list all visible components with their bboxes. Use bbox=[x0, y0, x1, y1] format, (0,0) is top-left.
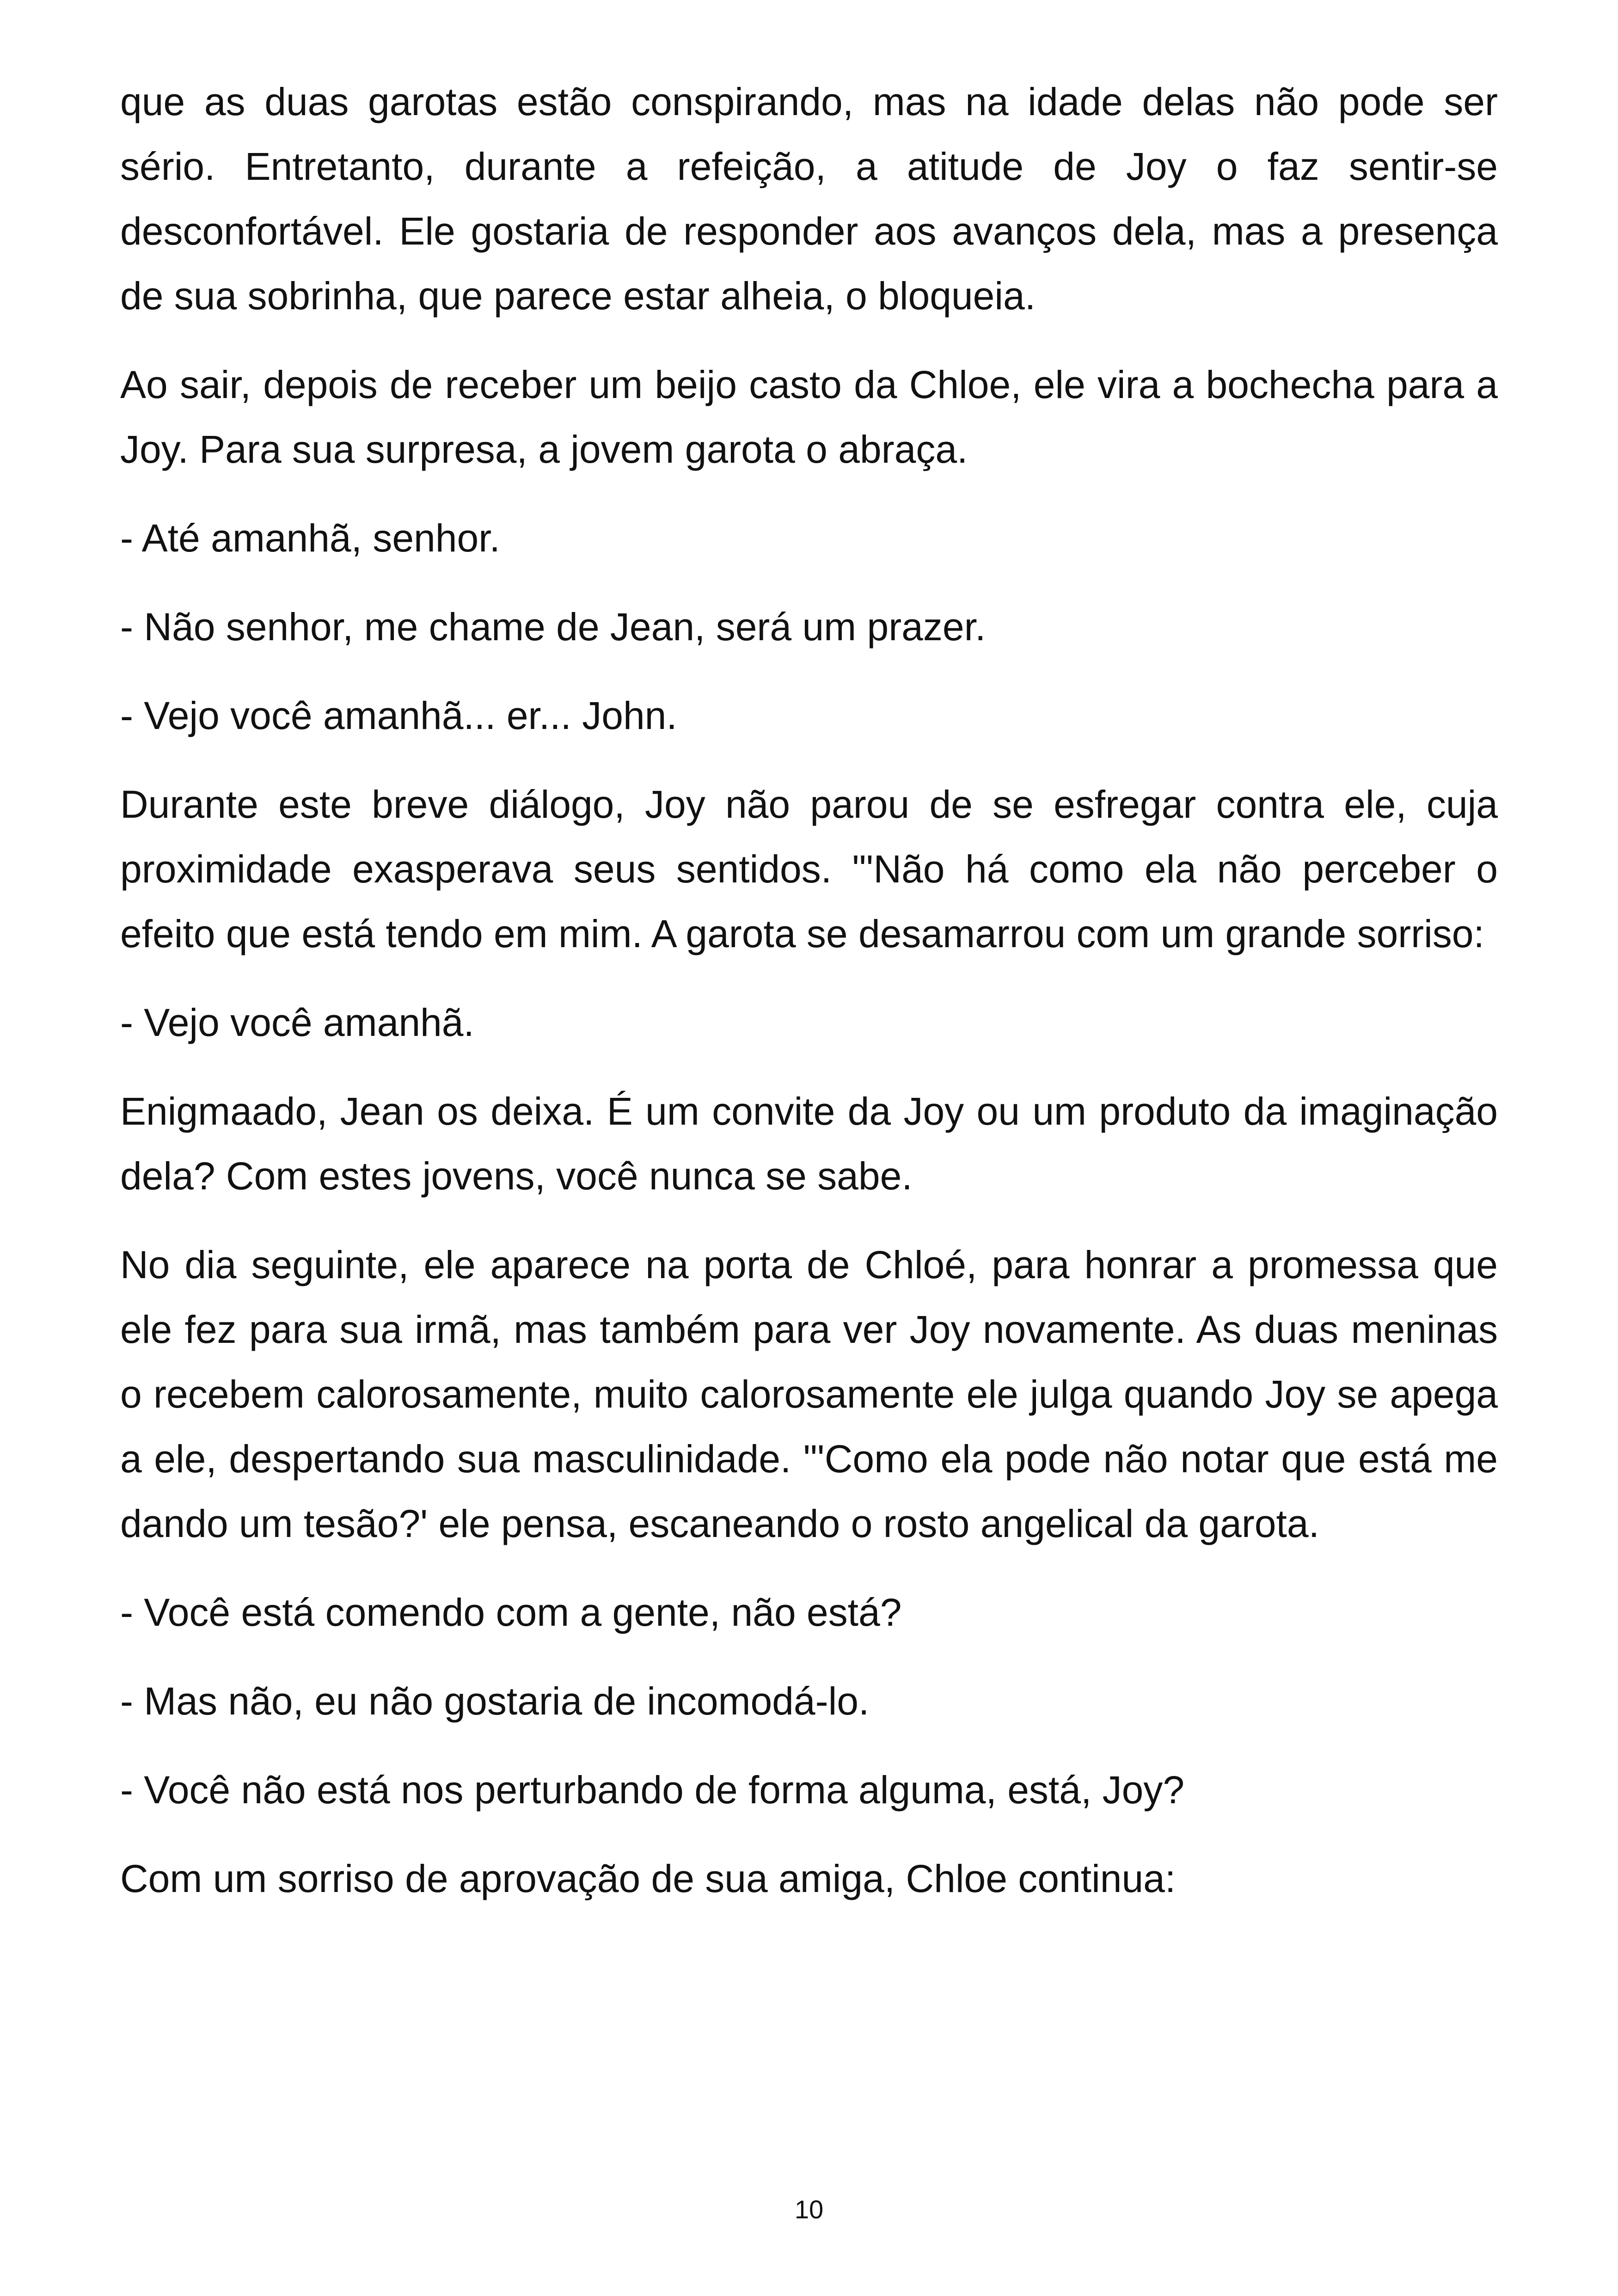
dialogue-line: - Vejo você amanhã. bbox=[120, 1001, 474, 1044]
page-number: 10 bbox=[794, 2195, 824, 2224]
paragraph: Ao sair, depois de receber um beijo casto da Chloe, ele vira a bochecha para a Joy. Para sua surpresa, a jovem garota o abraça. bbox=[120, 363, 1498, 471]
paragraph: Enigmaado, Jean os deixa. É um convite da Joy ou um produto da imaginação dela? Com estes jovens, você nunca se sabe. bbox=[120, 1090, 1498, 1198]
paragraph: Com um sorriso de aprovação de sua amiga, Chloe continua: bbox=[120, 1857, 1176, 1900]
dialogue-line: - Até amanhã, senhor. bbox=[120, 516, 500, 560]
paragraph: No dia seguinte, ele aparece na porta de Chloé, para honrar a promessa que ele fez para sua irmã, mas também para ver Joy novamente. As duas meninas o recebem calorosamente, muito calorosamente ele julga quando Joy se apega a ele, despertando sua masculinidade. "'Como ela pode não notar que está me dando um tesão?' ele pensa, escaneando o rosto angelical da garota. bbox=[120, 1243, 1498, 1545]
dialogue-line: - Você não está nos perturbando de forma alguma, está, Joy? bbox=[120, 1768, 1185, 1812]
dialogue-line: - Vejo você amanhã... er... John. bbox=[120, 694, 677, 737]
dialogue-line: - Mas não, eu não gostaria de incomodá-lo. bbox=[120, 1679, 870, 1723]
page-body bbox=[120, 69, 1498, 1911]
dialogue-line: - Não senhor, me chame de Jean, será um prazer. bbox=[120, 605, 986, 649]
paragraph: Durante este breve diálogo, Joy não parou de se esfregar contra ele, cuja proximidade exasperava seus sentidos. "'Não há como ela não perceber o efeito que está tendo em mim. A garota se desamarrou com um grande sorriso: bbox=[120, 783, 1498, 955]
paragraph: que as duas garotas estão conspirando, mas na idade delas não pode ser sério. Entretanto, durante a refeição, a atitude de Joy o faz sentir-se desconfortável. Ele gostaria de responder aos avanços dela, mas a presença de sua sobrinha, que parece estar alheia, o bloqueia. bbox=[120, 80, 1498, 318]
dialogue-line: - Você está comendo com a gente, não está? bbox=[120, 1591, 902, 1634]
